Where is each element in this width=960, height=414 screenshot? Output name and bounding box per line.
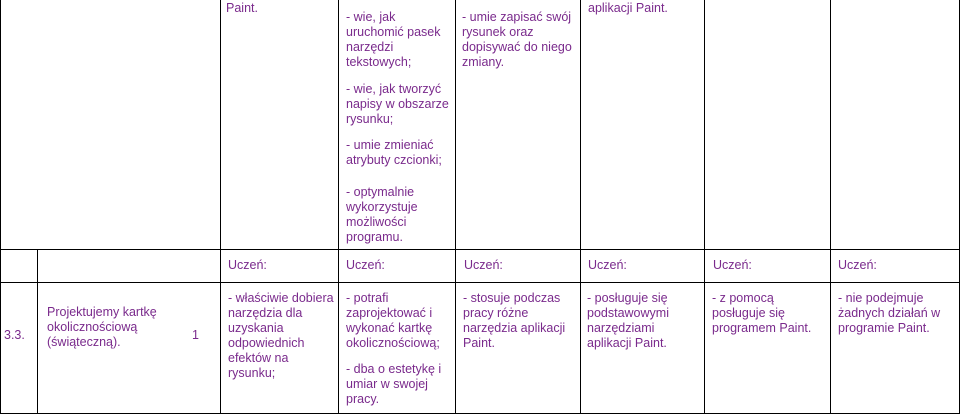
- row1-cell-col2: [226, 1, 258, 16]
- header-cell-c7: Uczeń:: [713, 258, 752, 272]
- row1-cell-col5: [462, 10, 572, 70]
- row3-cell-c5: [463, 291, 565, 351]
- column-divider: [455, 0, 456, 414]
- cell-line: uruchomić pasek: [346, 25, 441, 39]
- cell-line: narzędzia dla: [228, 306, 303, 320]
- cell-line: - stosuje podczas: [463, 291, 561, 305]
- row1-cell-col4-item2: [346, 82, 449, 127]
- row1-cell-col4: [346, 10, 441, 70]
- row3-cell-c6: [587, 291, 669, 351]
- cell-line: żadnych działań w: [838, 306, 941, 320]
- cell-line: - posługuje się: [587, 291, 668, 305]
- cell-line: zaprojektować i: [346, 306, 433, 320]
- column-divider: [704, 0, 705, 414]
- cell-line: wykorzystuje: [346, 200, 418, 214]
- cell-line: atrybuty czcionki;: [346, 153, 442, 167]
- row-divider: [0, 249, 960, 250]
- row3-cell-c4: [346, 291, 440, 351]
- cell-line: - dba o estetykę i: [346, 362, 442, 376]
- cell-line: - umie zmieniać: [346, 138, 434, 152]
- cell-line: narzędzia aplikacji: [463, 321, 566, 335]
- cell-line: zmiany.: [462, 55, 505, 69]
- column-divider: [338, 0, 339, 414]
- cell-line: - potrafi: [346, 291, 389, 305]
- cell-line: - właściwie dobiera: [228, 291, 334, 305]
- header-cell-c4: Uczeń:: [346, 258, 385, 272]
- cell-line: (świąteczną).: [47, 335, 121, 349]
- cell-line: - umie zapisać swój: [462, 10, 572, 24]
- cell-line: rysunku;: [346, 112, 394, 126]
- cell-line: wykonać kartkę: [346, 321, 433, 335]
- cell-line: - z pomocą: [712, 291, 774, 305]
- lesson-topic: [47, 305, 157, 350]
- cell-line: pracy różne: [463, 306, 529, 320]
- cell-line: narzędzi: [346, 40, 394, 54]
- cell-line: - wie, jak tworzyć: [346, 82, 442, 96]
- cell-line: programie Paint.: [838, 321, 930, 335]
- cell-line: odpowiednich: [228, 336, 305, 350]
- column-divider: [37, 249, 38, 414]
- header-cell-c5: Uczeń:: [464, 258, 503, 272]
- column-divider: [220, 0, 221, 414]
- cell-line: posługuje się: [712, 306, 785, 320]
- cell-line: aplikacji Paint.: [588, 1, 668, 15]
- column-divider: [830, 0, 831, 414]
- cell-line: narzędziami: [587, 321, 655, 335]
- cell-line: umiar w swojej: [346, 377, 428, 391]
- row1-cell-col4-item4: [346, 185, 418, 245]
- cell-line: podstawowymi: [587, 306, 669, 320]
- cell-line: napisy w obszarze: [346, 97, 449, 111]
- cell-line: - nie podejmuje: [838, 291, 924, 305]
- table-border-left: [0, 0, 1, 414]
- cell-line: programem Paint.: [712, 321, 812, 335]
- cell-line: Paint.: [226, 1, 258, 15]
- cell-line: rysunku;: [228, 366, 276, 380]
- lesson-number: 3.3.: [4, 328, 25, 342]
- cell-line: efektów na: [228, 351, 289, 365]
- cell-line: Paint.: [463, 336, 495, 350]
- row3-cell-c3: [228, 291, 334, 381]
- row3-cell-c4-item2: [346, 362, 441, 407]
- cell-line: programu.: [346, 230, 403, 244]
- header-cell-c6: Uczeń:: [588, 258, 627, 272]
- cell-line: możliwości: [346, 215, 407, 229]
- cell-line: - wie, jak: [346, 10, 396, 24]
- cell-line: okolicznościową: [47, 320, 138, 334]
- row1-cell-col6: [588, 1, 668, 16]
- cell-line: uzyskania: [228, 321, 284, 335]
- cell-line: tekstowych;: [346, 55, 412, 69]
- row3-cell-c7: [712, 291, 811, 336]
- column-divider: [580, 0, 581, 414]
- cell-line: rysunek oraz: [462, 25, 534, 39]
- cell-line: - optymalnie: [346, 185, 415, 199]
- row3-cell-c8: [838, 291, 940, 336]
- row-divider: [0, 282, 960, 283]
- cell-line: okolicznościową;: [346, 336, 440, 350]
- lesson-hours: 1: [192, 328, 199, 342]
- cell-line: aplikacji Paint.: [587, 336, 667, 350]
- header-cell-c8: Uczeń:: [838, 258, 877, 272]
- header-cell-c3: Uczeń:: [228, 258, 267, 272]
- cell-line: pracy.: [346, 392, 380, 406]
- cell-line: Projektujemy kartkę: [47, 305, 157, 319]
- cell-line: dopisywać do niego: [462, 40, 572, 54]
- row1-cell-col4-item3: [346, 138, 442, 168]
